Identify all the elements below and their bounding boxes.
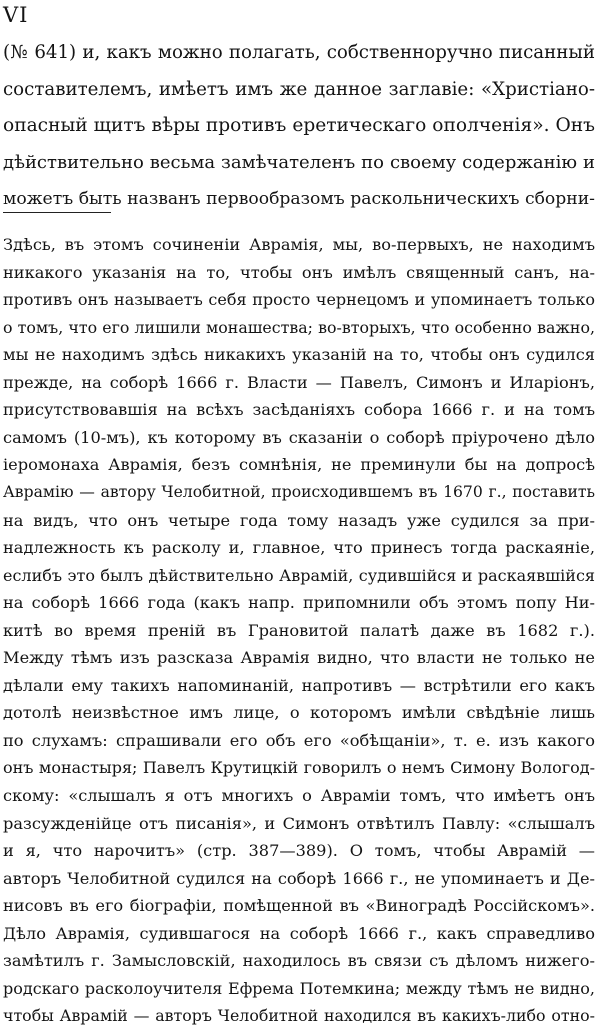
footnote-line: дотолѣ неизвѣстное имъ лице, о которомъ имѣли свѣдѣніе лишь [3, 703, 595, 723]
footnote-separator [3, 212, 111, 213]
footnote-line: родскаго расколоучителя Ефрема Потемкина; между тѣмъ не видно, [3, 978, 595, 998]
main-text-line: составителемъ, имѣетъ имъ же данное заглавіе: «Христіано- [3, 78, 595, 100]
footnote-line: скому: «слышалъ я отъ многихъ о Авраміи томъ, что имѣетъ онъ [3, 786, 595, 805]
footnote-line: надлежность къ расколу и, главное, что принесъ тогда раскаяніе, [3, 538, 595, 558]
footnote-line: нисовъ въ его біографіи, помѣщенной въ «Виноградѣ Россійскомъ». [3, 896, 595, 916]
footnote-line: еслибъ это былъ дѣйствительно Аврамій, судившійся и раскаявшійся [3, 565, 595, 585]
footnote-line: о томъ, что его лишили монашества; во-вторыхъ, что особенно важно, [3, 317, 595, 337]
footnote-line: никакого указанія на то, чтобы онъ имѣлъ священный санъ, на- [3, 262, 595, 282]
main-text-line: (№ 641) и, какъ можно полагать, собственноручно писанный [3, 42, 595, 63]
footnote-line: разсужденійце отъ писанія», и Симонъ отвѣтилъ Павлу: «слышалъ [3, 813, 595, 833]
footnote-line: авторъ Челобитной судился на соборѣ 1666 г., не упоминаетъ и Де- [3, 868, 595, 888]
main-text-line: можетъ быть названъ первообразомъ раскольническихъ сборни- [3, 189, 595, 209]
footnote-line: Здѣсь, въ этомъ сочиненіи Аврамія, мы, во-первыхъ, не находимъ [3, 235, 595, 254]
page-number: VI [3, 3, 29, 27]
footnote-line: прежде, на соборѣ 1666 г. Власти — Павелъ, Симонъ и Иларіонъ, [3, 372, 595, 392]
footnote-line: присутствовавшія на всѣхъ засѣданіяхъ собора 1666 г. и на томъ [3, 400, 595, 420]
footnote-line: дѣлали ему такихъ напоминаній, напротивъ — встрѣтили его какъ [3, 675, 595, 695]
footnote-line: на видъ, что онъ четыре года тому назадъ уже судился за при- [3, 510, 595, 530]
footnote-line: Между тѣмъ изъ разсказа Аврамія видно, что власти не только не [3, 648, 595, 668]
footnote-line: по слухамъ: спрашивали его объ его «обѣщаніи», т. е. изъ какого [3, 730, 595, 750]
footnote-line: онъ монастыря; Павелъ Крутицкій говорилъ о немъ Симону Вологод- [3, 758, 595, 778]
footnote-line: и я, что нарочитъ» (стр. 387—389). О томъ, чтобы Аврамій — [3, 841, 595, 861]
footnote-line: замѣтилъ г. Замысловскій, находилось въ связи съ дѣломъ нижего- [3, 951, 595, 971]
main-text-line: опасный щитъ вѣры противъ еретическаго ополченія». Онъ [3, 115, 595, 136]
footnote-line: на соборѣ 1666 года (какъ напр. припомнили объ этомъ попу Ни- [3, 593, 595, 613]
footnote-line: чтобы Аврамій — авторъ Челобитной находился въ какихъ-либо отно- [3, 1006, 595, 1026]
footnote-line: мы не находимъ здѣсь никакихъ указаній на то, чтобы онъ судился [3, 345, 595, 365]
footnote-line: Дѣло Аврамія, судившагося на соборѣ 1666 г., какъ справедливо [3, 923, 595, 943]
footnote-line: Аврамію — автору Челобитной, происходившемъ въ 1670 г., поставить [3, 482, 595, 501]
footnote-line: іеромонаха Аврамія, безъ сомнѣнія, не преминули бы на допросѣ [3, 455, 595, 475]
footnote-line: противъ онъ называетъ себя просто чернецомъ и упоминаетъ только [3, 290, 595, 310]
footnote-line: китѣ во время преній въ Грановитой палатѣ даже въ 1682 г.). [3, 620, 595, 640]
main-text-line: дѣйствительно весьма замѣчателенъ по своему содержанію и [3, 151, 595, 173]
footnote-line: самомъ (10-мъ), къ которому въ сказаніи о соборѣ пріурочено дѣло [3, 427, 595, 447]
